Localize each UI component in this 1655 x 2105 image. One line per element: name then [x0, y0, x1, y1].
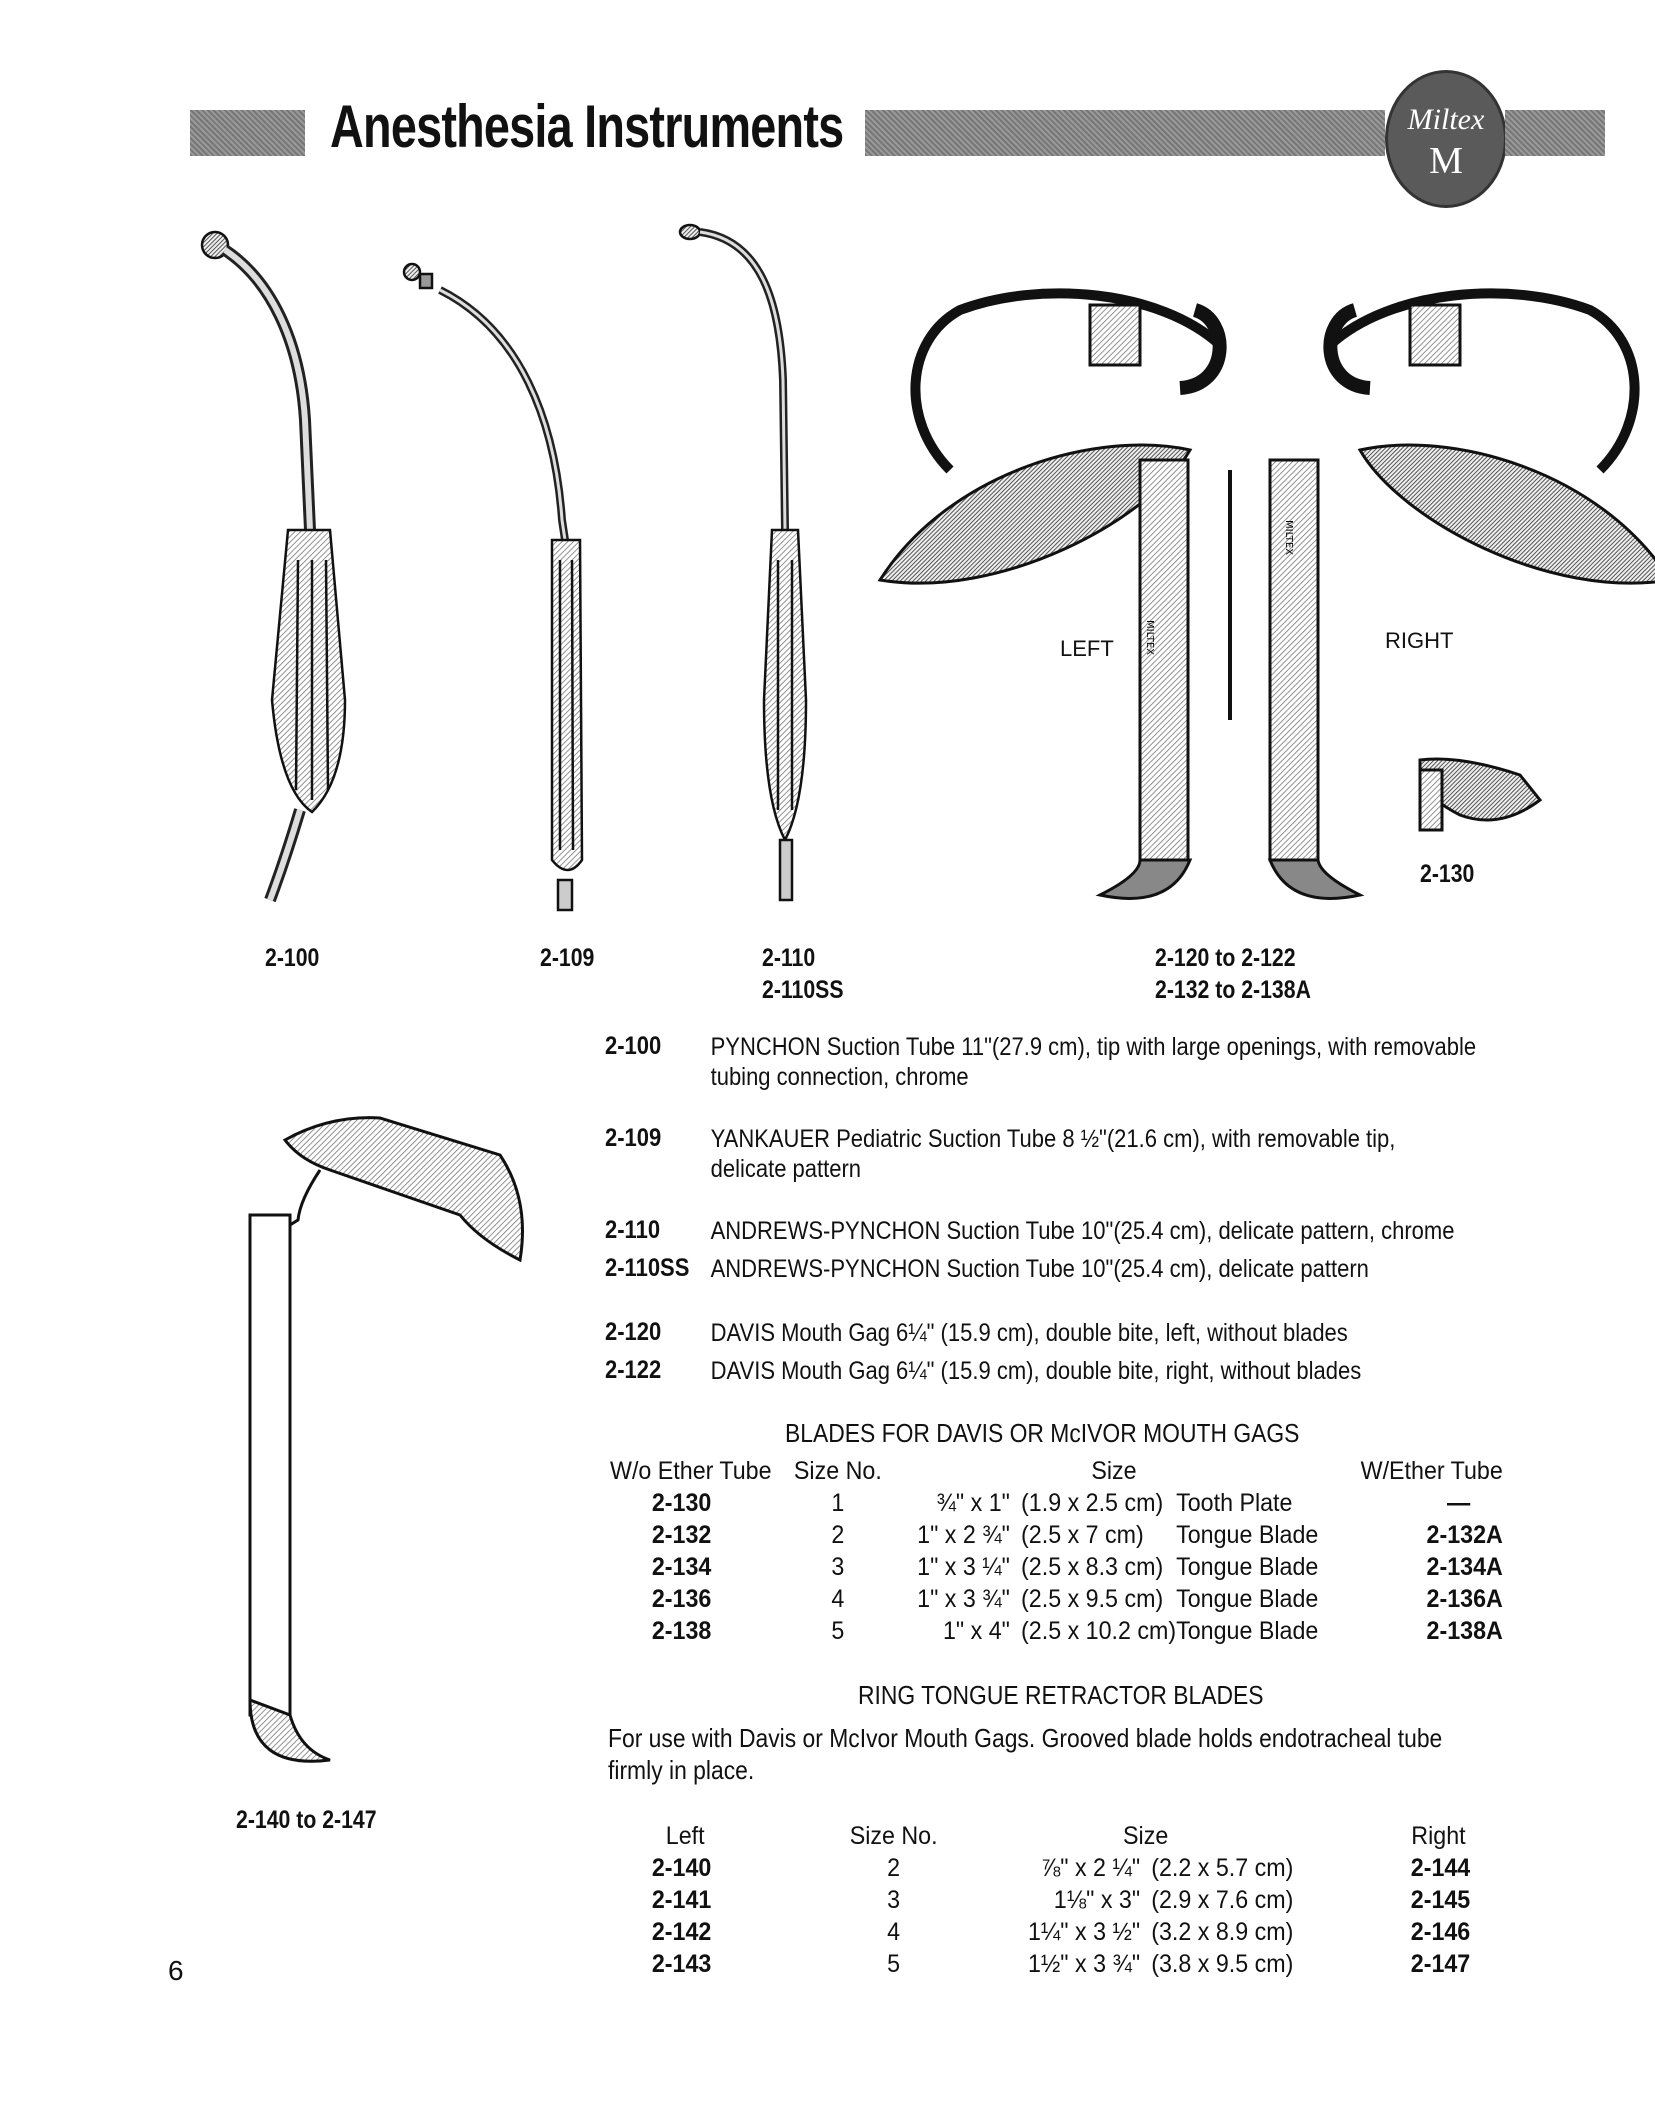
caption-2-109: 2-109 — [540, 944, 595, 972]
catalog-code: 2-110SS — [605, 1254, 690, 1282]
cell-ether: 2-136A — [1426, 1584, 1503, 1613]
ring-tongue-retractor-illustration — [250, 1118, 523, 1762]
header-cell: Size No. — [849, 1821, 938, 1850]
cell-type: Tongue Blade — [1176, 1520, 1319, 1549]
header-cell: Size — [1123, 1821, 1169, 1850]
label-left: LEFT — [1060, 636, 1114, 661]
catalog-item — [605, 1124, 1476, 1184]
catalog-code: 2-100 — [605, 1032, 662, 1060]
cell-ether: 2-134A — [1426, 1552, 1503, 1581]
page-number: 6 — [168, 1955, 184, 1986]
header-cell: W/Ether Tube — [1360, 1456, 1503, 1485]
catalog-desc: PYNCHON Suction Tube 11"(27.9 cm), tip with large openings, with removable tubing connection, chrome — [710, 1033, 1477, 1091]
cell-size-no: 3 — [887, 1885, 901, 1914]
cell-ether: — — [1447, 1488, 1471, 1517]
cell-code: 2-138 — [651, 1616, 712, 1645]
suction-tube-2-100-illustration — [202, 232, 345, 900]
handle-mark-right: MILTEX — [1283, 520, 1294, 556]
suction-tube-2-110-illustration — [680, 225, 806, 900]
caption-2-130: 2-130 — [1420, 860, 1475, 888]
table-row — [610, 1551, 1503, 1583]
caption-2-110ss: 2-110SS — [762, 976, 844, 1004]
cell-inches: 1" x 2 ¾" — [917, 1520, 1010, 1549]
cell-cm: (3.2 x 8.9 cm) — [1151, 1917, 1294, 1946]
davis-mouth-gag-illustration — [880, 293, 1655, 898]
table-row — [610, 1852, 1503, 1884]
header-cell: Right — [1411, 1821, 1466, 1850]
cell-code: 2-130 — [651, 1488, 712, 1517]
table-row — [610, 1487, 1503, 1519]
cell-inches: 1½" x 3 ¾" — [1027, 1949, 1141, 1978]
cell-size-no: 1 — [831, 1488, 845, 1517]
cell-inches: 1" x 3 ¼" — [917, 1552, 1010, 1581]
cell-cm: (2.2 x 5.7 cm) — [1151, 1853, 1294, 1882]
catalog-desc: YANKAUER Pediatric Suction Tube 8 ½"(21.6 cm), with removable tip, delicate pattern — [710, 1125, 1396, 1183]
catalog-code: 2-120 — [605, 1318, 662, 1346]
caption-2-120: 2-120 to 2-122 — [1155, 944, 1296, 972]
catalog-item — [605, 1254, 1476, 1284]
ring-table — [610, 1820, 1503, 1980]
cell-cm: (2.5 x 8.3 cm) — [1021, 1552, 1164, 1581]
catalog-item — [605, 1216, 1476, 1246]
cell-code: 2-134 — [651, 1552, 712, 1581]
catalog-item — [605, 1356, 1476, 1386]
cell-cm: (3.8 x 9.5 cm) — [1151, 1949, 1294, 1978]
caption-2-110: 2-110 — [762, 944, 816, 972]
cell-ether: 2-138A — [1426, 1616, 1503, 1645]
cell-type: Tongue Blade — [1176, 1616, 1319, 1645]
catalog-item — [605, 1318, 1476, 1348]
cell-type: Tongue Blade — [1176, 1584, 1319, 1613]
cell-right: 2-146 — [1410, 1917, 1471, 1946]
cell-cm: (1.9 x 2.5 cm) — [1021, 1488, 1164, 1517]
cell-cm: (2.9 x 7.6 cm) — [1151, 1885, 1294, 1914]
header-cell: W/o Ether Tube — [610, 1456, 772, 1485]
cell-right: 2-144 — [1410, 1853, 1471, 1882]
cell-inches: 1" x 4" — [942, 1616, 1010, 1645]
label-right: RIGHT — [1385, 628, 1454, 653]
table-row — [610, 1615, 1503, 1647]
table-row — [610, 1519, 1503, 1551]
page-title: Anesthesia Instruments — [330, 93, 844, 160]
cell-size-no: 2 — [887, 1853, 901, 1882]
table-row — [610, 1583, 1503, 1615]
cell-inches: 1¼" x 3 ½" — [1027, 1917, 1141, 1946]
cell-left: 2-141 — [651, 1885, 712, 1914]
cell-type: Tongue Blade — [1176, 1552, 1319, 1581]
cell-size-no: 4 — [887, 1917, 901, 1946]
table-row — [610, 1948, 1503, 1980]
cell-type: Tooth Plate — [1176, 1488, 1293, 1517]
cell-right: 2-145 — [1410, 1885, 1471, 1914]
caption-2-132: 2-132 to 2-138A — [1155, 976, 1311, 1004]
cell-inches: ⅞" x 2 ¼" — [1040, 1853, 1141, 1882]
header-cell: Size No. — [793, 1456, 882, 1485]
logo-mark: M — [1429, 140, 1463, 182]
cell-left: 2-143 — [651, 1949, 712, 1978]
table-row — [610, 1916, 1503, 1948]
cell-code: 2-132 — [651, 1520, 712, 1549]
catalog-desc: DAVIS Mouth Gag 6¼" (15.9 cm), double bite, right, without blades — [710, 1357, 1362, 1385]
cell-cm: (2.5 x 9.5 cm) — [1021, 1584, 1164, 1613]
table-row — [610, 1884, 1503, 1916]
handle-mark-left: MILTEX — [1144, 620, 1155, 656]
ring-title: RING TONGUE RETRACTOR BLADES — [858, 1680, 1264, 1710]
cell-cm: (2.5 x 7 cm) — [1021, 1520, 1144, 1549]
suction-tube-2-109-illustration — [404, 264, 582, 910]
catalog-code: 2-109 — [605, 1124, 662, 1152]
header-cell: Size — [1091, 1456, 1137, 1485]
cell-inches: ¾" x 1" — [936, 1488, 1010, 1517]
ring-note: For use with Davis or McIvor Mouth Gags. Grooved blade holds endotracheal tube firmly in place. — [608, 1723, 1443, 1785]
cell-inches: 1" x 3 ¾" — [917, 1584, 1010, 1613]
catalog-code: 2-110 — [605, 1216, 661, 1244]
catalog-code: 2-122 — [605, 1356, 662, 1384]
cell-size-no: 4 — [831, 1584, 845, 1613]
header-cell: Left — [665, 1821, 705, 1850]
cell-size-no: 3 — [831, 1552, 845, 1581]
cell-size-no: 2 — [831, 1520, 845, 1549]
cell-left: 2-142 — [651, 1917, 712, 1946]
caption-2-100: 2-100 — [265, 944, 320, 972]
table-header-row — [610, 1820, 1503, 1852]
cell-size-no: 5 — [887, 1949, 901, 1978]
logo-brand: Miltex — [1407, 103, 1485, 136]
cell-left: 2-140 — [651, 1853, 712, 1882]
catalog-desc: ANDREWS-PYNCHON Suction Tube 10"(25.4 cm), delicate pattern, chrome — [710, 1217, 1455, 1245]
cell-right: 2-147 — [1410, 1949, 1471, 1978]
cell-size-no: 5 — [831, 1616, 845, 1645]
cell-cm: (2.5 x 10.2 cm) — [1021, 1616, 1177, 1645]
catalog-item — [605, 1032, 1476, 1092]
caption-2-140: 2-140 to 2-147 — [236, 1806, 377, 1834]
blades-title: BLADES FOR DAVIS OR McIVOR MOUTH GAGS — [785, 1418, 1300, 1448]
catalog-desc: ANDREWS-PYNCHON Suction Tube 10"(25.4 cm), delicate pattern — [710, 1255, 1369, 1283]
catalog-desc: DAVIS Mouth Gag 6¼" (15.9 cm), double bite, left, without blades — [710, 1319, 1348, 1347]
table-header-row — [610, 1455, 1503, 1487]
blades-table — [610, 1455, 1503, 1647]
cell-code: 2-136 — [651, 1584, 712, 1613]
cell-inches: 1⅛" x 3" — [1053, 1885, 1141, 1914]
tooth-plate-2-130-illustration — [1420, 759, 1540, 830]
cell-ether: 2-132A — [1426, 1520, 1503, 1549]
